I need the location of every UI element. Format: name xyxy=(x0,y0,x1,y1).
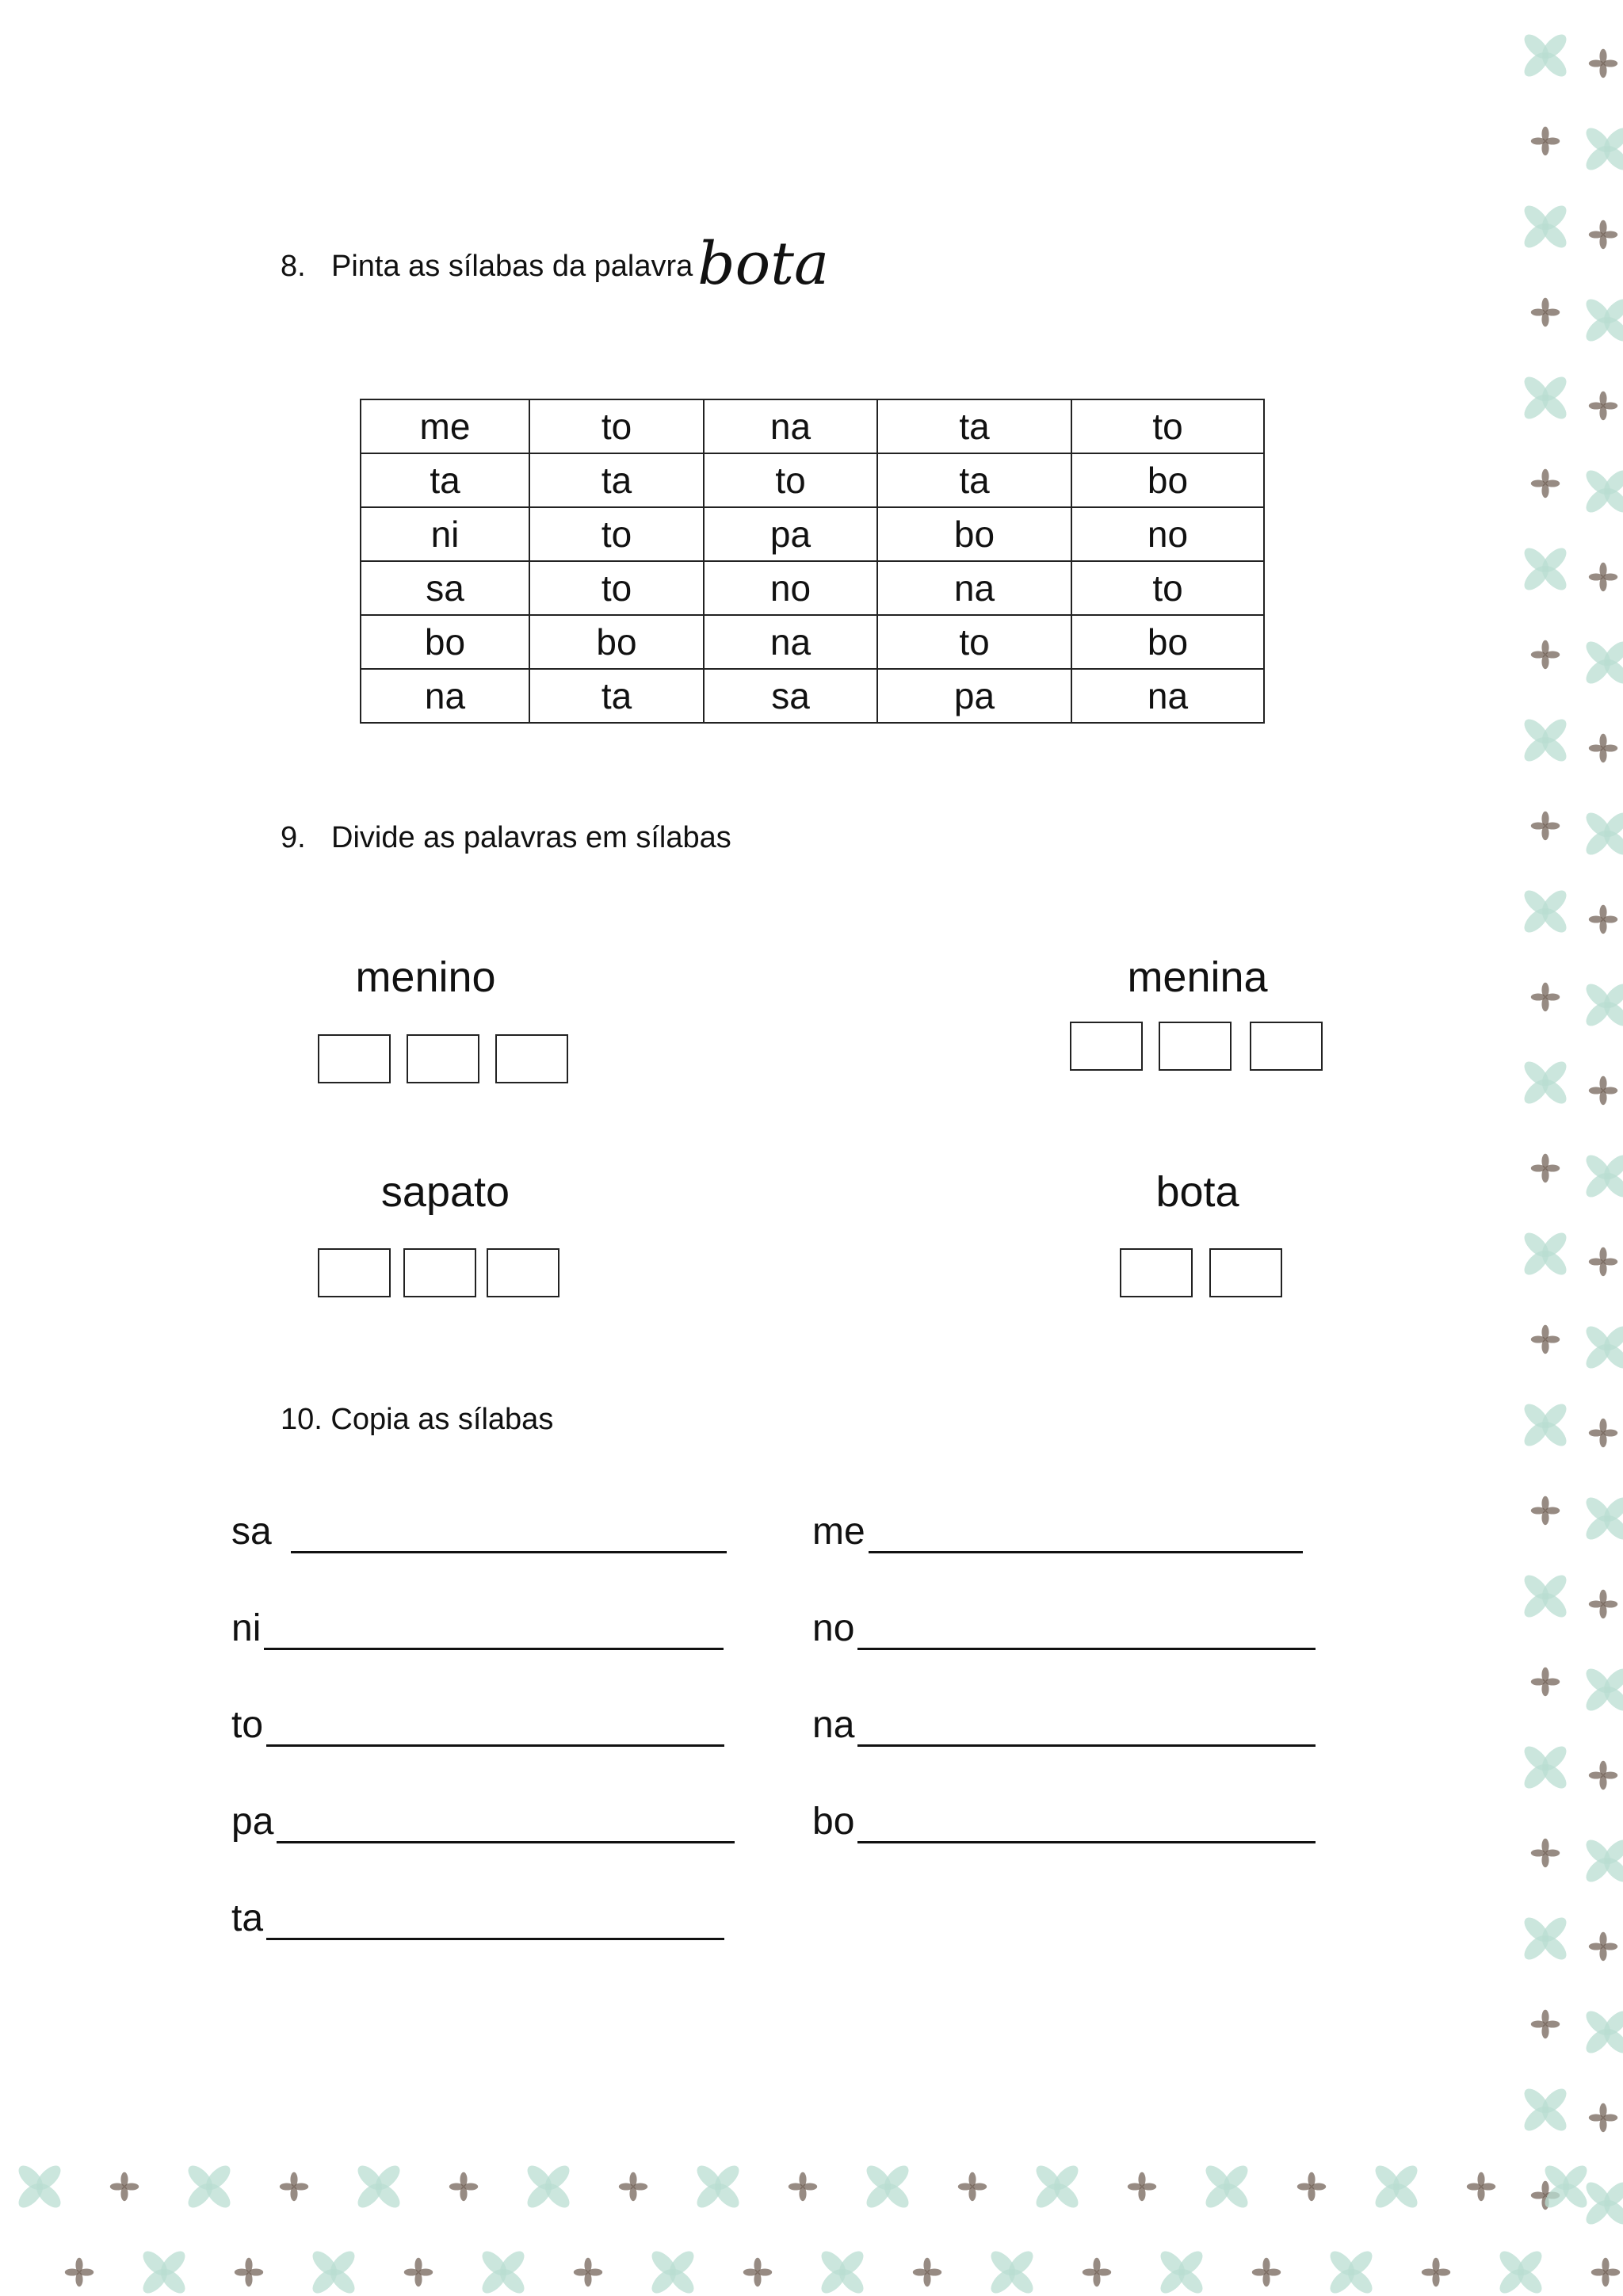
syllable-label: ni xyxy=(231,1607,262,1649)
syllable-cell[interactable]: me xyxy=(361,399,529,453)
flower-ornament-icon xyxy=(235,2258,263,2286)
leaf-ornament-icon xyxy=(647,2247,697,2296)
flower-ornament-icon xyxy=(1083,2258,1111,2286)
syllable-label: ta xyxy=(231,1897,264,1939)
syllable-box[interactable] xyxy=(318,1248,391,1297)
writing-line[interactable] xyxy=(857,1809,1316,1843)
question-9-heading xyxy=(281,821,731,855)
flower-ornament-icon xyxy=(404,2258,433,2286)
flower-ornament-icon xyxy=(1531,1325,1560,1354)
leaf-ornament-icon xyxy=(184,2161,234,2211)
writing-line[interactable] xyxy=(266,1906,724,1940)
leaf-ornament-icon xyxy=(1582,124,1623,174)
question-number: 8. xyxy=(281,250,306,283)
flower-ornament-icon xyxy=(1531,983,1560,1011)
syllable-cell[interactable]: ta xyxy=(529,453,704,507)
flower-ornament-icon xyxy=(1591,2258,1620,2286)
leaf-ornament-icon xyxy=(1582,1151,1623,1201)
leaf-ornament-icon xyxy=(1520,1571,1570,1621)
flower-ornament-icon xyxy=(1531,127,1560,155)
flower-ornament-icon xyxy=(280,2172,308,2201)
leaf-ornament-icon xyxy=(1032,2161,1082,2211)
syllable-box[interactable] xyxy=(403,1248,476,1297)
syllable-cell[interactable]: ta xyxy=(361,453,529,507)
flower-ornament-icon xyxy=(789,2172,817,2201)
syllable-cell[interactable]: na xyxy=(877,561,1071,615)
flower-ornament-icon xyxy=(1467,2172,1495,2201)
leaf-ornament-icon xyxy=(1520,715,1570,765)
flower-ornament-icon xyxy=(1297,2172,1326,2201)
leaf-ornament-icon xyxy=(1582,808,1623,858)
leaf-ornament-icon xyxy=(1371,2161,1421,2211)
floral-border-bottom xyxy=(0,2153,1623,2296)
flower-ornament-icon xyxy=(1531,812,1560,840)
writing-line[interactable] xyxy=(869,1519,1303,1553)
leaf-ornament-icon xyxy=(1326,2247,1376,2296)
flower-ornament-icon xyxy=(1531,469,1560,498)
grid-row xyxy=(361,615,1264,669)
syllable-cell[interactable]: sa xyxy=(704,669,877,723)
flower-ornament-icon xyxy=(1589,1419,1617,1447)
flower-ornament-icon xyxy=(1589,563,1617,591)
writing-line[interactable] xyxy=(264,1616,724,1650)
leaf-ornament-icon xyxy=(1582,637,1623,687)
flower-ornament-icon xyxy=(619,2172,647,2201)
leaf-ornament-icon xyxy=(1582,1322,1623,1372)
leaf-ornament-icon xyxy=(1156,2247,1206,2296)
word-bota: bota xyxy=(1155,1168,1239,1216)
flower-ornament-icon xyxy=(958,2172,987,2201)
flower-ornament-icon xyxy=(1531,640,1560,669)
leaf-ornament-icon xyxy=(353,2161,403,2211)
copy-row xyxy=(231,1510,727,1553)
syllable-box[interactable] xyxy=(1250,1022,1323,1071)
syllable-cell[interactable]: ta xyxy=(529,669,704,723)
syllable-box[interactable] xyxy=(407,1034,479,1083)
leaf-ornament-icon xyxy=(1582,1664,1623,1714)
question-10-heading: 10. Copia as sílabas xyxy=(281,1403,554,1436)
syllable-label: to xyxy=(231,1704,264,1746)
syllable-cell[interactable]: pa xyxy=(704,507,877,561)
syllable-cell[interactable]: na xyxy=(704,615,877,669)
copy-row xyxy=(812,1510,1303,1553)
flower-ornament-icon xyxy=(1589,2103,1617,2132)
flower-ornament-icon xyxy=(1589,1076,1617,1105)
syllable-cell[interactable]: na xyxy=(1071,669,1264,723)
leaf-ornament-icon xyxy=(1520,1400,1570,1450)
leaf-ornament-icon xyxy=(1520,2084,1570,2134)
syllable-cell[interactable]: to xyxy=(529,507,704,561)
copy-row xyxy=(231,1606,724,1650)
flower-ornament-icon xyxy=(1589,1590,1617,1618)
syllable-box[interactable] xyxy=(1209,1248,1282,1297)
copy-row xyxy=(231,1800,735,1843)
leaf-ornament-icon xyxy=(1582,466,1623,516)
flower-ornament-icon xyxy=(1531,1668,1560,1696)
leaf-ornament-icon xyxy=(1520,1228,1570,1278)
leaf-ornament-icon xyxy=(862,2161,912,2211)
syllable-cell[interactable]: bo xyxy=(877,507,1071,561)
syllable-cell[interactable]: bo xyxy=(529,615,704,669)
syllable-cell[interactable]: ta xyxy=(877,453,1071,507)
syllable-label: na xyxy=(812,1704,855,1746)
syllable-cell[interactable]: no xyxy=(704,561,877,615)
syllable-cell[interactable]: na xyxy=(361,669,529,723)
writing-line[interactable] xyxy=(277,1809,735,1843)
syllable-cell[interactable]: na xyxy=(704,399,877,453)
syllable-cell[interactable]: bo xyxy=(1071,453,1264,507)
leaf-ornament-icon xyxy=(1582,295,1623,345)
leaf-ornament-icon xyxy=(693,2161,743,2211)
flower-ornament-icon xyxy=(1252,2258,1281,2286)
leaf-ornament-icon xyxy=(1582,1493,1623,1543)
syllable-cell[interactable]: no xyxy=(1071,507,1264,561)
leaf-ornament-icon xyxy=(987,2247,1037,2296)
writing-line[interactable] xyxy=(266,1713,724,1747)
leaf-ornament-icon xyxy=(1520,544,1570,594)
flower-ornament-icon xyxy=(1589,1932,1617,1961)
leaf-ornament-icon xyxy=(1201,2161,1251,2211)
floral-border-right xyxy=(1496,0,1623,2296)
question-text: Divide as palavras em sílabas xyxy=(331,821,731,854)
flower-ornament-icon xyxy=(1589,734,1617,762)
syllable-cell[interactable]: ta xyxy=(877,399,1071,453)
leaf-ornament-icon xyxy=(14,2161,64,2211)
copy-row xyxy=(812,1703,1316,1747)
syllable-label: bo xyxy=(812,1801,855,1843)
flower-ornament-icon xyxy=(1589,1247,1617,1276)
flower-ornament-icon xyxy=(1531,1496,1560,1525)
grid-row xyxy=(361,507,1264,561)
syllable-label: pa xyxy=(231,1801,274,1843)
syllable-cell[interactable]: to xyxy=(1071,561,1264,615)
leaf-ornament-icon xyxy=(1495,2247,1545,2296)
word-menino: menino xyxy=(355,953,496,1001)
syllable-label: no xyxy=(812,1607,855,1649)
flower-ornament-icon xyxy=(913,2258,941,2286)
leaf-ornament-icon xyxy=(1520,1057,1570,1107)
leaf-ornament-icon xyxy=(1582,980,1623,1030)
copy-row xyxy=(812,1800,1316,1843)
syllable-cell[interactable]: bo xyxy=(361,615,529,669)
writing-line[interactable] xyxy=(291,1519,727,1553)
syllable-box[interactable] xyxy=(487,1248,559,1297)
copy-row xyxy=(231,1897,724,1940)
word-menina: menina xyxy=(1127,953,1268,1001)
syllable-cell[interactable]: to xyxy=(877,615,1071,669)
copy-row xyxy=(231,1703,724,1747)
syllable-grid xyxy=(360,399,1265,724)
syllable-box[interactable] xyxy=(1070,1022,1143,1071)
syllable-cell[interactable]: to xyxy=(1071,399,1264,453)
leaf-ornament-icon xyxy=(1541,2161,1591,2211)
syllable-box[interactable] xyxy=(495,1034,568,1083)
grid-row xyxy=(361,561,1264,615)
flower-ornament-icon xyxy=(743,2258,772,2286)
flower-ornament-icon xyxy=(1589,905,1617,934)
question-text: Pinta as sílabas da palavra xyxy=(331,250,693,283)
copy-row xyxy=(812,1606,1316,1650)
flower-ornament-icon xyxy=(1531,1839,1560,1867)
syllable-cell[interactable]: to xyxy=(529,399,704,453)
flower-ornament-icon xyxy=(65,2258,94,2286)
question-number: 9. xyxy=(281,821,306,854)
flower-ornament-icon xyxy=(1589,1761,1617,1790)
flower-ornament-icon xyxy=(1422,2258,1450,2286)
leaf-ornament-icon xyxy=(1520,886,1570,936)
word-sapato: sapato xyxy=(380,1168,510,1216)
leaf-ornament-icon xyxy=(1520,1913,1570,1963)
flower-ornament-icon xyxy=(1128,2172,1156,2201)
writing-line[interactable] xyxy=(857,1713,1316,1747)
syllable-cell[interactable]: ni xyxy=(361,507,529,561)
leaf-ornament-icon xyxy=(1520,30,1570,80)
grid-row xyxy=(361,453,1264,507)
leaf-ornament-icon xyxy=(139,2247,189,2296)
leaf-ornament-icon xyxy=(817,2247,867,2296)
grid-row xyxy=(361,399,1264,453)
flower-ornament-icon xyxy=(1531,1154,1560,1182)
flower-ornament-icon xyxy=(1531,298,1560,327)
syllable-box[interactable] xyxy=(318,1034,391,1083)
syllable-box[interactable] xyxy=(1159,1022,1232,1071)
syllable-cell[interactable]: to xyxy=(704,453,877,507)
grid-row xyxy=(361,669,1264,723)
leaf-ornament-icon xyxy=(1582,1836,1623,1885)
syllable-cell[interactable]: to xyxy=(529,561,704,615)
leaf-ornament-icon xyxy=(1520,201,1570,251)
flower-ornament-icon xyxy=(574,2258,602,2286)
writing-line[interactable] xyxy=(857,1616,1316,1650)
syllable-box[interactable] xyxy=(1120,1248,1193,1297)
target-word: bota xyxy=(697,230,830,298)
leaf-ornament-icon xyxy=(1520,1742,1570,1792)
leaf-ornament-icon xyxy=(308,2247,358,2296)
flower-ornament-icon xyxy=(1589,49,1617,78)
flower-ornament-icon xyxy=(1531,2010,1560,2038)
syllable-cell[interactable]: sa xyxy=(361,561,529,615)
leaf-ornament-icon xyxy=(478,2247,528,2296)
leaf-ornament-icon xyxy=(1582,2007,1623,2057)
leaf-ornament-icon xyxy=(523,2161,573,2211)
syllable-label: me xyxy=(812,1511,865,1553)
syllable-label: sa xyxy=(231,1511,272,1553)
flower-ornament-icon xyxy=(1589,392,1617,420)
syllable-cell[interactable]: bo xyxy=(1071,615,1264,669)
leaf-ornament-icon xyxy=(1520,372,1570,422)
flower-ornament-icon xyxy=(110,2172,139,2201)
flower-ornament-icon xyxy=(449,2172,478,2201)
question-8-heading xyxy=(281,222,830,298)
flower-ornament-icon xyxy=(1589,220,1617,249)
syllable-cell[interactable]: pa xyxy=(877,669,1071,723)
